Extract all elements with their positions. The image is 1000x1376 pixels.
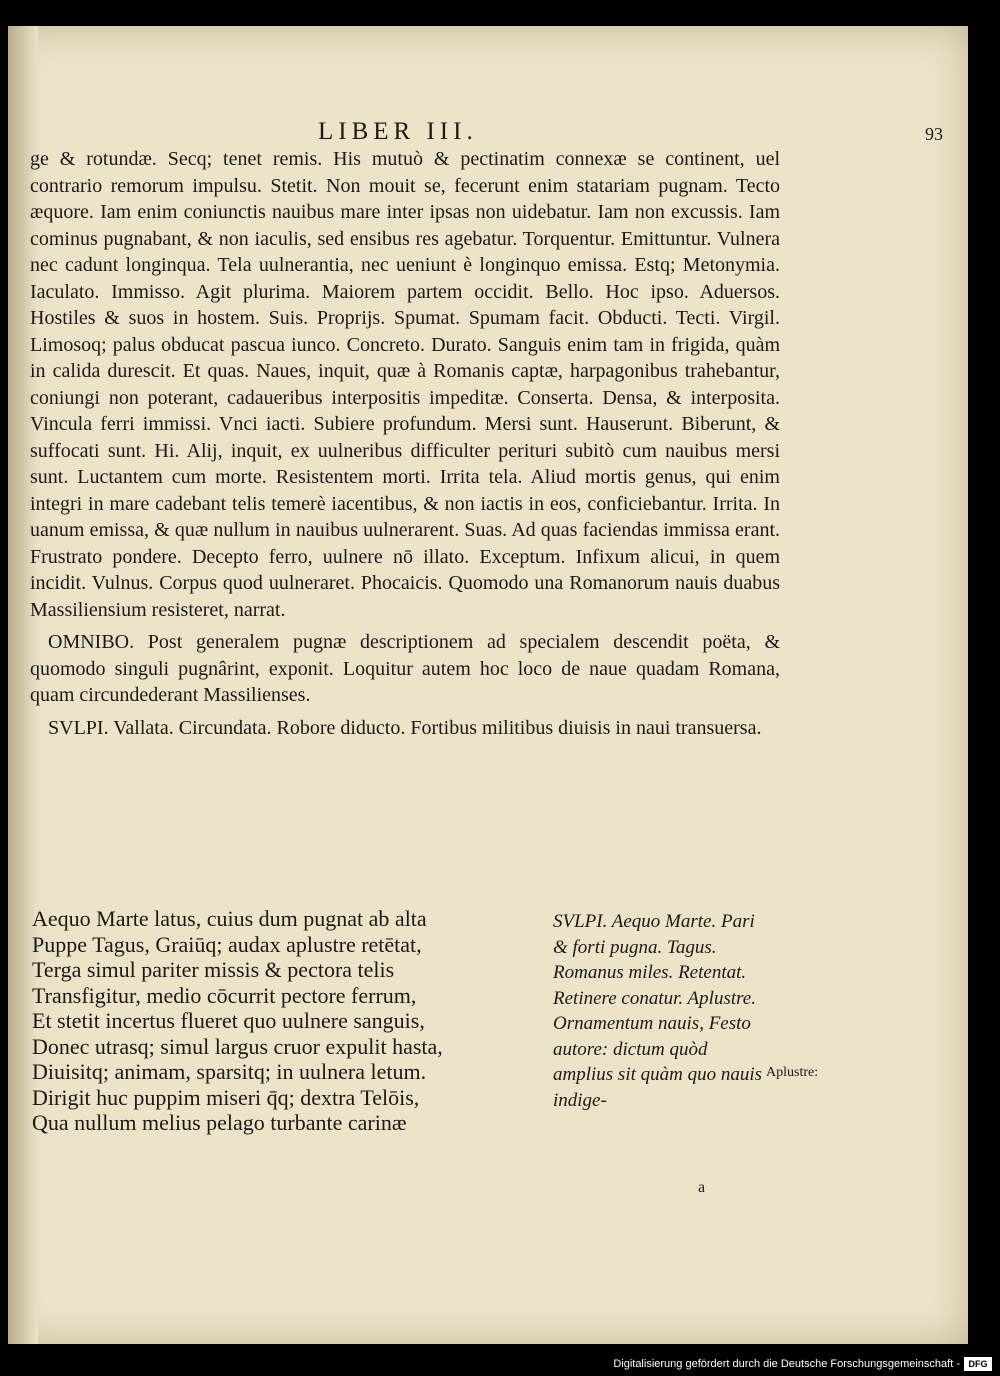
- verse-line: Et stetit incertus flueret quo uulnere sanguis,: [32, 1008, 425, 1033]
- side-note-label: Aplustre:: [766, 1065, 819, 1080]
- verse-line: Diuisitq; animam, sparsitq; in uulnera letum.: [32, 1059, 427, 1084]
- footer-bar: [0, 1355, 1000, 1376]
- book-page: [8, 26, 968, 1344]
- margin-gloss: SVLPI. Aequo Marte. Pari & forti pugna. Tagus. Romanus miles. Retentat. Retinere conatur. Aplustre. Ornamentum nauis, Festo autore: dictum quòd amplius sit quàm quo nauis indige-: [553, 911, 763, 1111]
- verse-line: Transfigitur, medio cōcurrit pectore ferrum,: [32, 982, 417, 1008]
- verse-line: Donec utrasq; simul largus cruor expulit hasta,: [32, 1033, 443, 1059]
- commentary-paragraph: OMNIBO. Post generalem pugnæ descriptionem ad specialem descendit poëta, & quomodo singuli pugnârint, exponit. Loquitur autem hoc loco de naue quadam Romana, quam circundederant Massilienses.: [30, 631, 780, 706]
- commentary-block: [30, 146, 780, 741]
- digitization-note: Digitalisierung gefördert durch die Deutsche Forschungsgemeinschaft -: [613, 1358, 960, 1370]
- verse-line: Dirigit huc puppim miseri q̄q; dextra Telōis,: [32, 1084, 420, 1110]
- verse-line: Terga simul pariter missis & pectora telis: [32, 957, 395, 982]
- verse-line: Qua nullum melius pelago turbante carinæ: [32, 1110, 407, 1135]
- commentary-paragraph: ge & rotundæ. Secq; tenet remis. His mutuò & pectinatim connexæ se continent, uel contrario remorum impulsu. Stetit. Non mouit se, fecerunt enim statariam pugnam. Tecto æquore. Iam enim coniunctis nauibus mare inter ipsas non uidebatur. Iam non excussis. Iam cominus pugnabant, & non iaculis, sed ensibus res agebatur. Torquentur. Emittuntur. Vulnera nec cadunt longinqua. Tela uulnerantia, nec ueniunt è longinquo emissa. Estq; Metonymia. Iaculato. Immisso. Agit plurima. Maiorem partem occidit. Bello. Hoc ipso. Aduersos. Hostiles & suos in hostem. Suis. Proprijs. Spumat. Spumam facit. Obducti. Tecti. Virgil. Limosoq; palus obducat pascua iunco. Concreto. Durato. Sanguis enim tam in frigida, quàm in calida durescit. Et quas. Naues, inquit, quæ à Romanis captæ, harpagonibus trahebantur, coniungi non poterant, cadaueribus interpositis impeditæ. Conserta. Densa, & interposita. Vincula ferri immissi. Vnci iacti. Subiere profundum. Mersi sunt. Hauserunt. Biberunt, & suffocati sunt. Hi. Alij, inquit, ex uulneribus difficulter perituri subitò cum nauibus mersi sunt. Luctantem cum morte. Resistentem morti. Irrita tela. Aliud mortis genus, qui enim integri in mare cadebant telis temerè iacentibus, & non iactis in eos, conficiebantur. Irrita. In uanum emissa, & quæ nullum in nauibus uulnerarent. Suas. Ad quas faciendas immissa erant. Frustrato pondere. Decepto ferro, uulnere nō illato. Exceptum. Infixum alicui, in quem incidit. Vulnus. Corpus quod uulneraret. Phocaicis. Quomodo una Romanorum nauis duabus Massiliensium resisteret, narrat.: [30, 148, 780, 621]
- verse-line: Puppe Tagus, Graiūq; audax aplustre retētat,: [32, 931, 422, 957]
- running-title: LIBER III.: [318, 118, 478, 145]
- dfg-logo: DFG: [964, 1357, 992, 1371]
- page-number: 93: [925, 124, 943, 144]
- catchword: a: [698, 1179, 706, 1196]
- page-header: [308, 118, 958, 148]
- verse-line: Aequo Marte latus, cuius dum pugnat ab alta: [32, 906, 427, 931]
- commentary-paragraph: SVLPI. Vallata. Circundata. Robore diducto. Fortibus militibus diuisis in naui transuersa.: [48, 716, 762, 739]
- verse-block: [32, 906, 552, 1136]
